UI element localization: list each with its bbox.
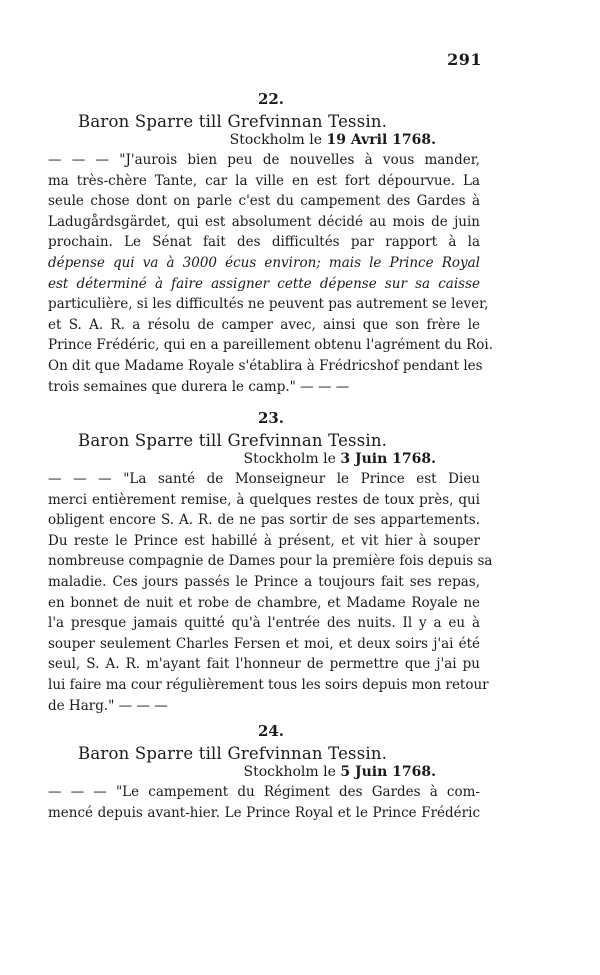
text-line: seul, S. A. R. m'ayant fait l'honneur de permettre que j'ai pu: [48, 656, 480, 673]
text-line: — — — "Le campement du Régiment des Gardes à com-: [48, 784, 480, 800]
date-prefix: Stockholm le: [243, 451, 336, 467]
letter-body: [48, 782, 480, 823]
text-line: ma très-chère Tante, car la ville en est fort dépourvue. La: [48, 172, 480, 189]
text-line: mencé depuis avant-hier. Le Prince Royal et le Prince Frédéric: [48, 804, 480, 821]
text-line: On dit que Madame Royale s'établira à Frédricshof pendant les: [48, 357, 483, 374]
text-line: particulière, si les difficultés ne peuvent pas autrement se lever,: [48, 296, 489, 313]
letter-number: 23.: [257, 409, 285, 427]
date-value: 19 Avril 1768.: [326, 132, 436, 148]
text-line: l'a presque jamais quitté qu'à l'entrée des nuits. Il y a eu à: [48, 615, 480, 632]
text-line: et S. A. R. a résolu de camper avec, ainsi que son frère le: [48, 316, 480, 333]
date-value: 5 Juin 1768.: [340, 764, 436, 780]
letter-heading: Baron Sparre till Grefvinnan Tessin.: [78, 744, 388, 763]
letter-heading: Baron Sparre till Grefvinnan Tessin.: [78, 112, 388, 131]
letter-dateline: [48, 132, 480, 148]
letter-24: [48, 722, 480, 823]
text-line: en bonnet de nuit et robe de chambre, et Madame Royale ne: [48, 594, 480, 611]
text-line: nombreuse compagnie de Dames pour la première fois depuis sa: [48, 553, 493, 570]
text-line: dépense qui va à 3000 écus environ; mais le Prince Royal: [48, 254, 480, 271]
date-prefix: Stockholm le: [243, 764, 336, 780]
text-line: prochain. Le Sénat fait des difficultés par rapport à la: [48, 234, 480, 251]
text-line: trois semaines que durera le camp." — — —: [48, 378, 350, 395]
letter-22: [48, 90, 494, 397]
letter-23: [48, 409, 493, 716]
text-line: — — — "J'aurois bien peu de nouvelles à vous mander,: [48, 152, 480, 168]
text-line: de Harg." — — —: [48, 697, 168, 714]
text-line: est déterminé à faire assigner cette dépense sur sa caisse: [48, 275, 480, 292]
letter-number: 24.: [257, 722, 285, 740]
text-line: seule chose dont on parle c'est du campement des Gardes à: [48, 193, 480, 210]
text-line: lui faire ma cour régulièrement tous les soirs depuis mon retour: [48, 676, 489, 693]
page-number: 291: [447, 50, 482, 69]
text-line: souper seulement Charles Fersen et moi, et deux soirs j'ai été: [48, 635, 480, 652]
letter-number: 22.: [257, 90, 285, 108]
text-line: merci entièrement remise, à quelques restes de toux près, qui: [48, 491, 480, 508]
letter-dateline: [48, 764, 480, 780]
letter-heading: Baron Sparre till Grefvinnan Tessin.: [78, 431, 388, 450]
date-value: 3 Juin 1768.: [340, 451, 436, 467]
text-line: Du reste le Prince est habillé à présent, et vit hier à souper: [48, 532, 480, 549]
text-line: — — — "La santé de Monseigneur le Prince est Dieu: [48, 471, 480, 487]
letter-dateline: [48, 451, 480, 467]
letter-body: [48, 150, 494, 397]
text-line: Ladugårdsgärdet, qui est absolument décidé au mois de juin: [48, 213, 480, 230]
date-prefix: Stockholm le: [229, 132, 323, 148]
text-line: obligent encore S. A. R. de ne pas sortir de ses appartements.: [48, 512, 480, 529]
text-line: maladie. Ces jours passés le Prince a toujours fait ses repas,: [48, 573, 480, 590]
letter-body: [48, 469, 493, 716]
text-line: Prince Frédéric, qui en a pareillement obtenu l'agrément du Roi.: [48, 337, 494, 354]
